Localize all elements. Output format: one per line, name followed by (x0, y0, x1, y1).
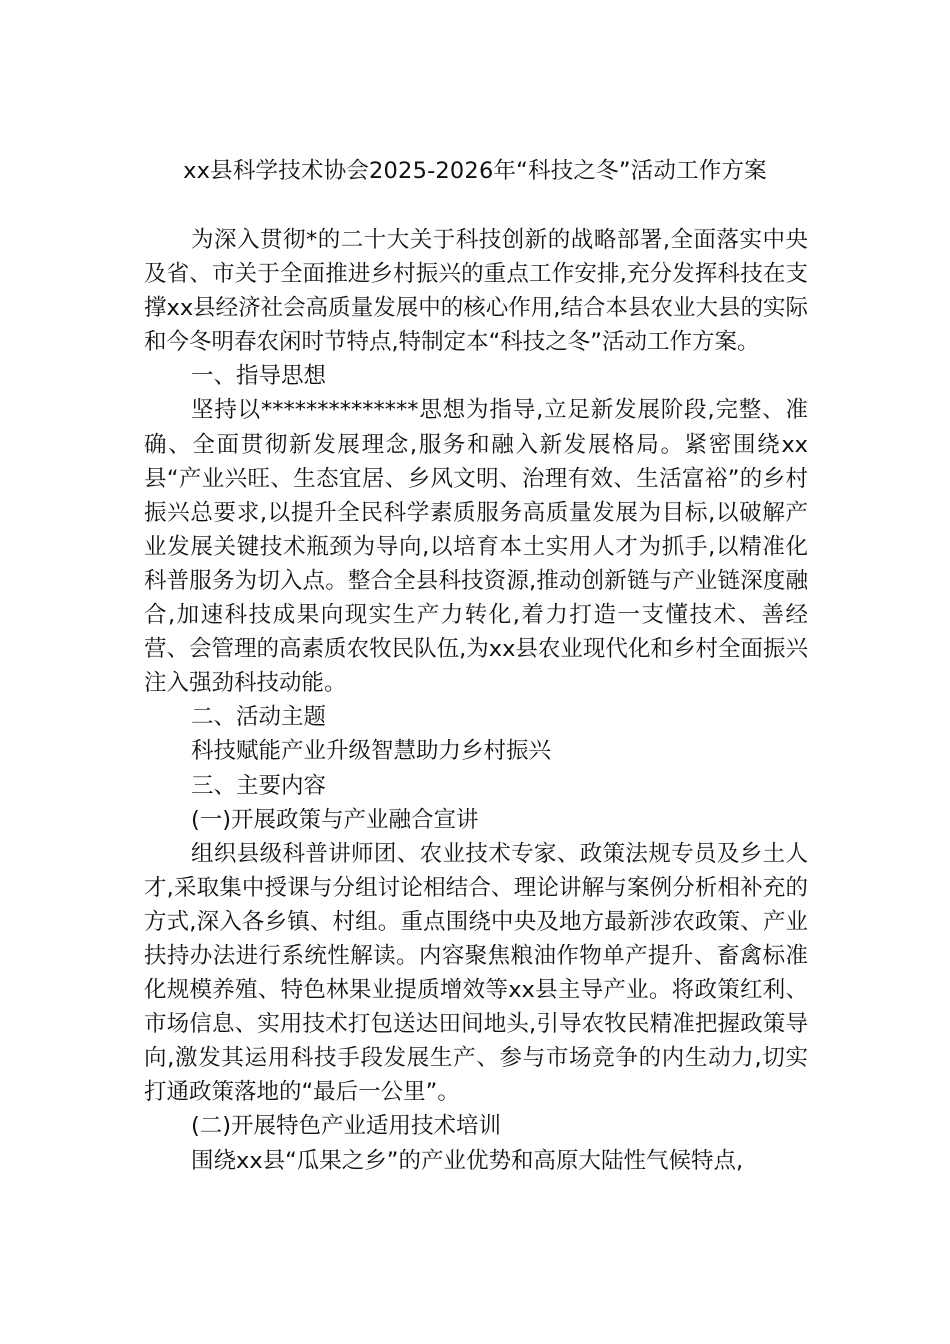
intro-paragraph: 为深入贯彻*的二十大关于科技创新的战略部署,全面落实中央及省、市关于全面推进乡村振兴的重点工作安排,充分发挥科技在支撑xx县经济社会高质量发展中的核心作用,结合本县农业大县的实际和今冬明春农闲时节特点,特制定本“科技之冬”活动工作方案。 (144, 227, 808, 356)
section-heading-activity-theme: 二、活动主题 (191, 704, 327, 731)
technical-training-paragraph: 围绕xx县“瓜果之乡”的产业优势和高原大陆性气候特点, (191, 1147, 744, 1174)
policy-briefing-paragraph: 组织县级科普讲师团、农业技术专家、政策法规专员及乡土人才,采取集中授课与分组讨论相结合、理论讲解与案例分析相补充的方式,深入各乡镇、村组。重点围绕中央及地方最新涉农政策、产业扶持办法进行系统性解读。内容聚焦粮油作物单产提升、畜禽标准化规模养殖、特色林果业提质增效等xx县主导产业。将政策红利、市场信息、实用技术打包送达田间地头,引导农牧民精准把握政策导向,激发其运用科技手段发展生产、参与市场竞争的内生动力,切实打通政策落地的“最后一公里”。 (144, 840, 808, 1106)
section-heading-main-content: 三、主要内容 (191, 772, 327, 799)
activity-theme-text: 科技赋能产业升级智慧助力乡村振兴 (191, 738, 552, 765)
document-body (144, 223, 808, 1178)
subsection-heading-policy-briefing: (一)开展政策与产业融合宣讲 (191, 806, 479, 833)
subsection-heading-technical-training: (二)开展特色产业适用技术培训 (191, 1113, 502, 1140)
document-title: xx县科学技术协会2025-2026年“科技之冬”活动工作方案 (183, 158, 767, 184)
section-heading-guiding-ideology: 一、指导思想 (191, 363, 327, 390)
guiding-ideology-paragraph: 坚持以**************思想为指导,立足新发展阶段,完整、准确、全面贯彻新发展理念,服务和融入新发展格局。紧密围绕xx县“产业兴旺、生态宜居、乡风文明、治理有效、生活富裕”的乡村振兴总要求,以提升全民科学素质服务高质量发展为目标,以破解产业发展关键技术瓶颈为导向,以培育本土实用人才为抓手,以精准化科普服务为切入点。整合全县科技资源,推动创新链与产业链深度融合,加速科技成果向现实生产力转化,着力打造一支懂技术、善经营、会管理的高素质农牧民队伍,为xx县农业现代化和乡村全面振兴注入强劲科技动能。 (144, 397, 808, 697)
